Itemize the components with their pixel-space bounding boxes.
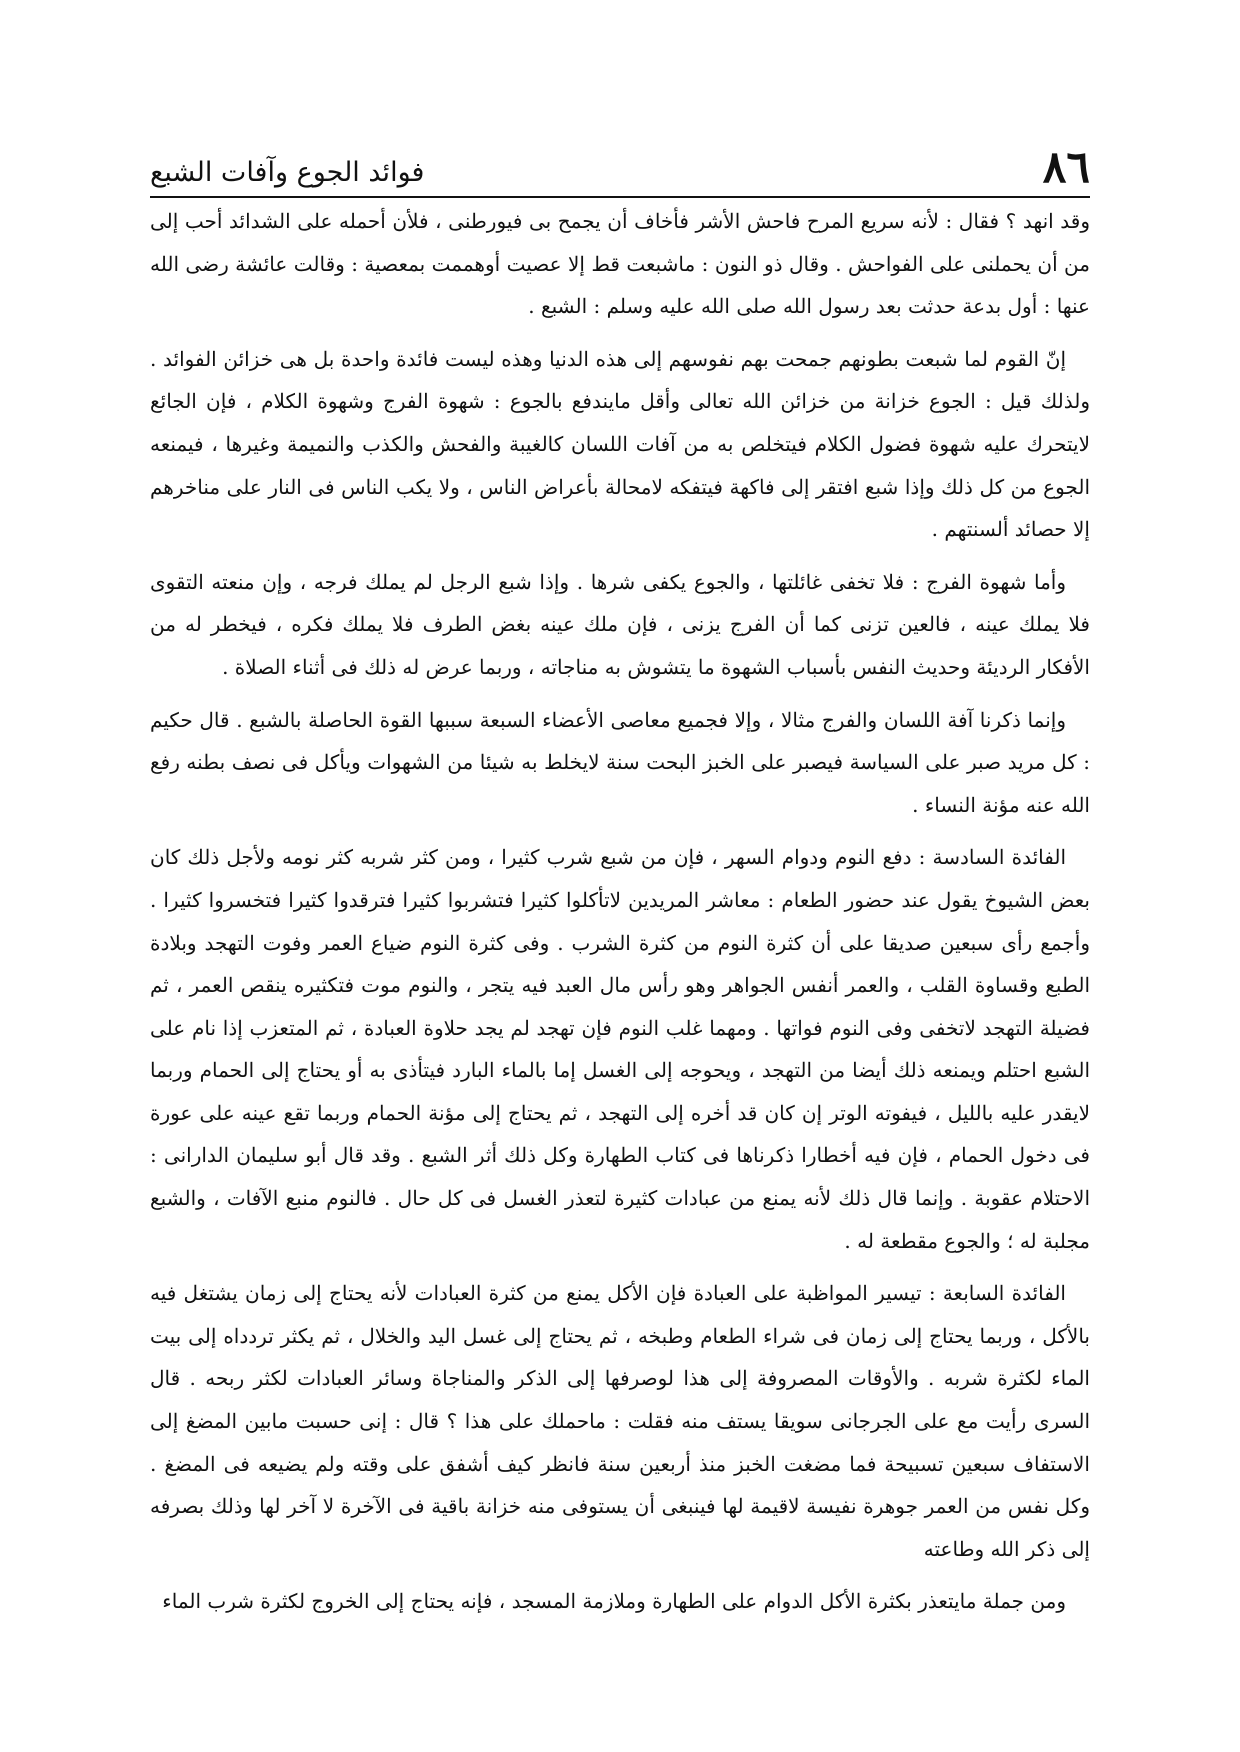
page-number: ٨٦ xyxy=(1042,142,1090,193)
paragraph: وإنما ذكرنا آفة اللسان والفرج مثالا ، وإلا فجميع معاصى الأعضاء السبعة سببها القوة الحاصلة بالشبع . قال حكيم : كل مريد صبر على السياسة فيصبر على الخبز البحت سنة لايخلط به شيئا من الشهوات ويأكل فى نصف بطنه رفع الله عنه مؤنة النساء . xyxy=(150,707,1090,817)
page-header xyxy=(150,128,1090,198)
page-body xyxy=(150,200,1090,1720)
paragraph: الفائدة السادسة : دفع النوم ودوام السهر ، فإن من شبع شرب كثيرا ، ومن كثر شربه كثر نومه ولأجل ذلك كان بعض الشيوخ يقول عند حضور الطعام : معاشر المريدين لاتأكلوا كثيرا فتشربوا كثيرا فترقدوا كثيرا فتخسروا كثيرا . وأجمع رأى سبعين صديقا على أن كثرة النوم من كثرة الشرب . وفى كثرة النوم ضياع العمر وفوت التهجد وبلادة الطبع وقساوة القلب ، والعمر أنفس الجواهر وهو رأس مال العبد فيه يتجر ، والنوم موت فتكثيره ينقص العمر ، ثم فضيلة التهجد لاتخفى وفى النوم فواتها . ومهما غلب النوم فإن تهجد لم يجد حلاوة العبادة ، ثم المتعزب إذا نام على الشبع احتلم ويمنعه ذلك أيضا من التهجد ، ويحوجه إلى الغسل إما بالماء البارد فيتأذى به أو يحتاج إلى الحمام وربما لايقدر عليه بالليل ، فيفوته الوتر إن كان قد أخره إلى التهجد ، ثم يحتاج إلى مؤنة الحمام وربما تقع عينه على عورة فى دخول الحمام ، فإن فيه أخطارا ذكرناها فى كتاب الطهارة وكل ذلك أثر الشبع . وقد قال أبو سليمان الدارانى : الاحتلام عقوبة . وإنما قال ذلك لأنه يمنع من عبادات كثيرة لتعذر الغسل فى كل حال . فالنوم منبع الآفات ، والشبع مجلبة له ؛ والجوع مقطعة له . xyxy=(150,845,1090,1253)
paragraph: إنّ القوم لما شبعت بطونهم جمحت بهم نفوسهم إلى هذه الدنيا وهذه ليست فائدة واحدة بل هى خزائن الفوائد . ولذلك قيل : الجوع خزانة من خزائن الله تعالى وأقل مايندفع بالجوع : شهوة الفرج وشهوة الكلام ، فإن الجائع لايتحرك عليه شهوة فضول الكلام فيتخلص به من آفات اللسان كالغيبة والفحش والكذب والنميمة وغيرها ، فيمنعه الجوع من كل ذلك وإذا شبع افتقر إلى فاكهة فيتفكه لامحالة بأعراض الناس ، ولا يكب الناس فى النار على مناخرهم إلا حصائد ألسنتهم . xyxy=(150,346,1090,542)
paragraph: وأما شهوة الفرج : فلا تخفى غائلتها ، والجوع يكفى شرها . وإذا شبع الرجل لم يملك فرجه ، وإن منعته التقوى فلا يملك عينه ، فالعين تزنى كما أن الفرج يزنى ، فإن ملك عينه بغض الطرف فلا يملك فكره ، فيخطر له من الأفكار الرديئة وحديث النفس بأسباب الشهوة ما يتشوش به مناجاته ، وربما عرض له ذلك فى أثناء الصلاة . xyxy=(150,569,1090,679)
paragraph: وقد انهد ؟ فقال : لأنه سريع المرح فاحش الأشر فأخاف أن يجمح بى فيورطنى ، فلأن أحمله على الشدائد أحب إلى من أن يحملنى على الفواحش . وقال ذو النون : ماشبعت قط إلا عصيت أوهممت بمعصية : وقالت عائشة رضى الله عنها : أول بدعة حدثت بعد رسول الله صلى الله عليه وسلم : الشبع . xyxy=(150,209,1090,319)
paragraph: الفائدة السابعة : تيسير المواظبة على العبادة فإن الأكل يمنع من كثرة العبادات لأنه يحتاج إلى زمان يشتغل فيه بالأكل ، وربما يحتاج إلى زمان فى شراء الطعام وطبخه ، ثم يحتاج إلى غسل اليد والخلال ، ثم يكثر تردداه إلى بيت الماء لكثرة شربه . والأوقات المصروفة إلى هذا لوصرفها إلى الذكر والمناجاة وسائر العبادات لكثر ربحه . قال السرى رأيت مع على الجرجانى سويقا يستف منه فقلت : ماحملك على هذا ؟ قال : إنى حسبت مابين المضغ إلى الاستفاف سبعين تسبيحة فما مضغت الخبز منذ أربعين سنة فانظر كيف أشفق على وقته ولم يضيعه فى المضغ . وكل نفس من العمر جوهرة نفيسة لاقيمة لها فينبغى أن يستوفى منه خزانة باقية فى الآخرة لا آخر لها وذلك بصرفه إلى ذكر الله وطاعته xyxy=(150,1281,1090,1561)
running-title: فوائد الجوع وآفات الشبع xyxy=(150,157,425,188)
paragraph: ومن جملة مايتعذر بكثرة الأكل الدوام على الطهارة وملازمة المسجد ، فإنه يحتاج إلى الخروج لكثرة شرب الماء xyxy=(162,1589,1066,1614)
